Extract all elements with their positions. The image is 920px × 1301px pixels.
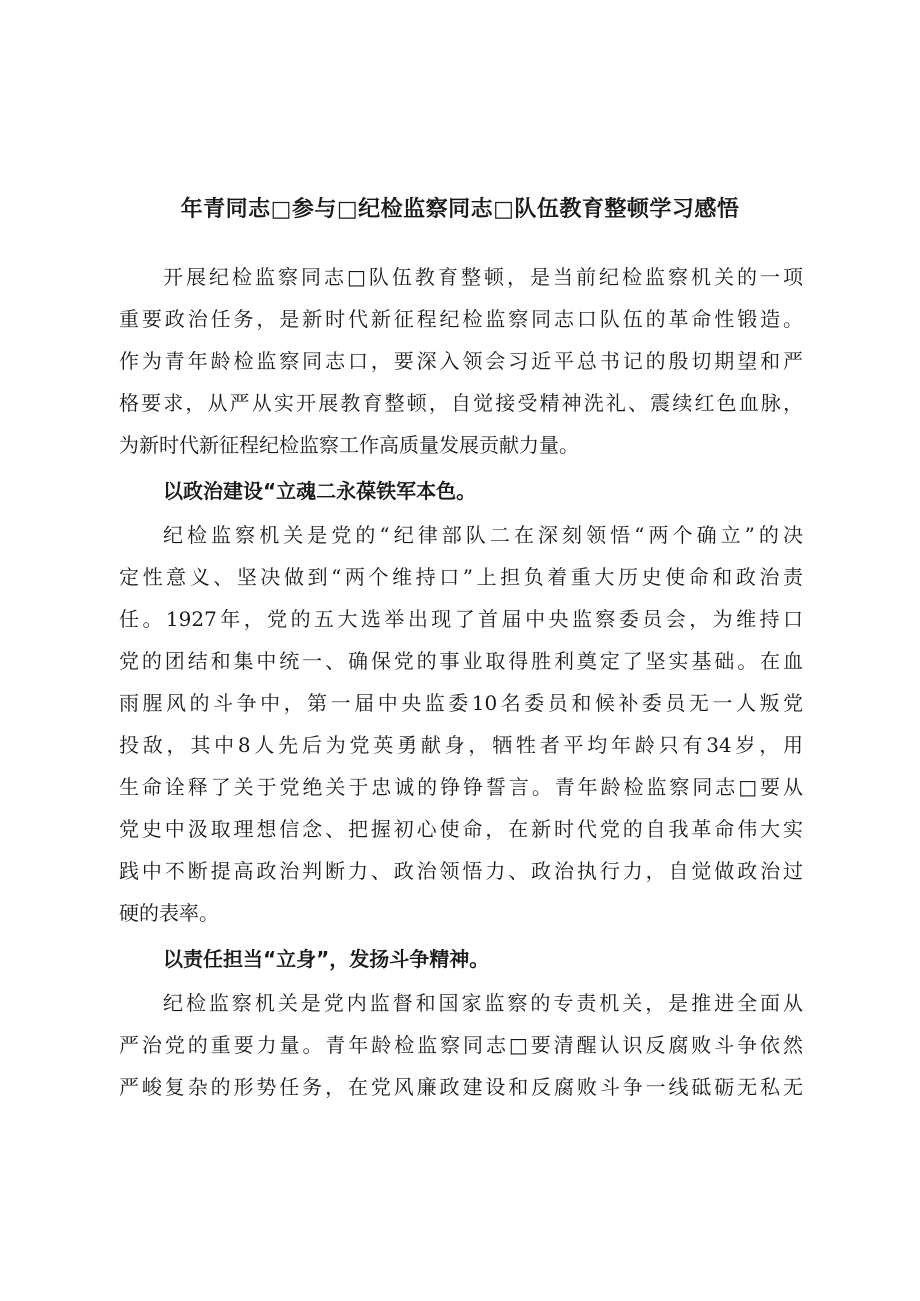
section1-line-10: 硬的表率。: [119, 901, 219, 925]
section2-line-1: 纪检监察机关是党内监督和国家监察的专责机关，是推进全面从: [163, 991, 803, 1015]
section1-line-4: 党的团结和集中统一、确保党的事业取得胜利奠定了坚实基础。在血: [119, 649, 803, 673]
intro-line-4: 格要求，从严从实开展教育整顿，自觉接受精神洗礼、震续红色血脉，: [119, 391, 803, 415]
intro-line-2: 重要政治任务，是新时代新征程纪检监察同志口队伍的革命性锻造。: [119, 307, 803, 331]
section1-line-9: 践中不断提高政治判断力、政治领悟力、政治执行力，自觉做政治过: [119, 859, 803, 883]
section1-line-2: 定性意义、坚决做到“两个维持口”上担负着重大历史使命和政治责: [119, 565, 803, 589]
section1-line-7: 生命诠释了关于党绝关于忠诚的铮铮誓言。青年龄检监察同志□要从: [119, 775, 803, 799]
section1-line-8: 党史中汲取理想信念、把握初心使命，在新时代党的自我革命伟大实: [119, 817, 803, 841]
intro-line-1: 开展纪检监察同志□队伍教育整顿，是当前纪检监察机关的一项: [163, 265, 803, 289]
section1-line-1: 纪检监察机关是党的“纪律部队二在深刻领悟“两个确立”的决: [163, 523, 803, 547]
section1-line-6: 投敌，其中8人先后为党英勇献身，牺牲者平均年龄只有34岁，用: [119, 733, 803, 757]
section1-line-5: 雨腥风的斗争中，第一届中央监委10名委员和候补委员无一人叛党: [119, 691, 803, 715]
section-heading-responsibility: 以责任担当“立身”，发扬斗争精神。: [163, 947, 490, 971]
document-title: 年青同志□参与□纪检监察同志□队伍教育整顿学习感悟: [180, 197, 740, 222]
section1-line-3: 任。1927年，党的五大选举出现了首届中央监察委员会，为维持口: [119, 607, 803, 631]
section2-line-2: 严治党的重要力量。青年龄检监察同志□要清醒认识反腐败斗争依然: [119, 1033, 803, 1057]
section-heading-political: 以政治建设“立魂二永葆铁军本色。: [163, 479, 477, 503]
intro-line-5: 为新时代新征程纪检监察工作高质量发展贡献力量。: [119, 433, 579, 457]
intro-line-3: 作为青年龄检监察同志口，要深入领会习近平总书记的殷切期望和严: [119, 349, 803, 373]
section2-line-3: 严峻复杂的形势任务，在党风廉政建设和反腐败斗争一线砥砺无私无: [119, 1075, 803, 1099]
